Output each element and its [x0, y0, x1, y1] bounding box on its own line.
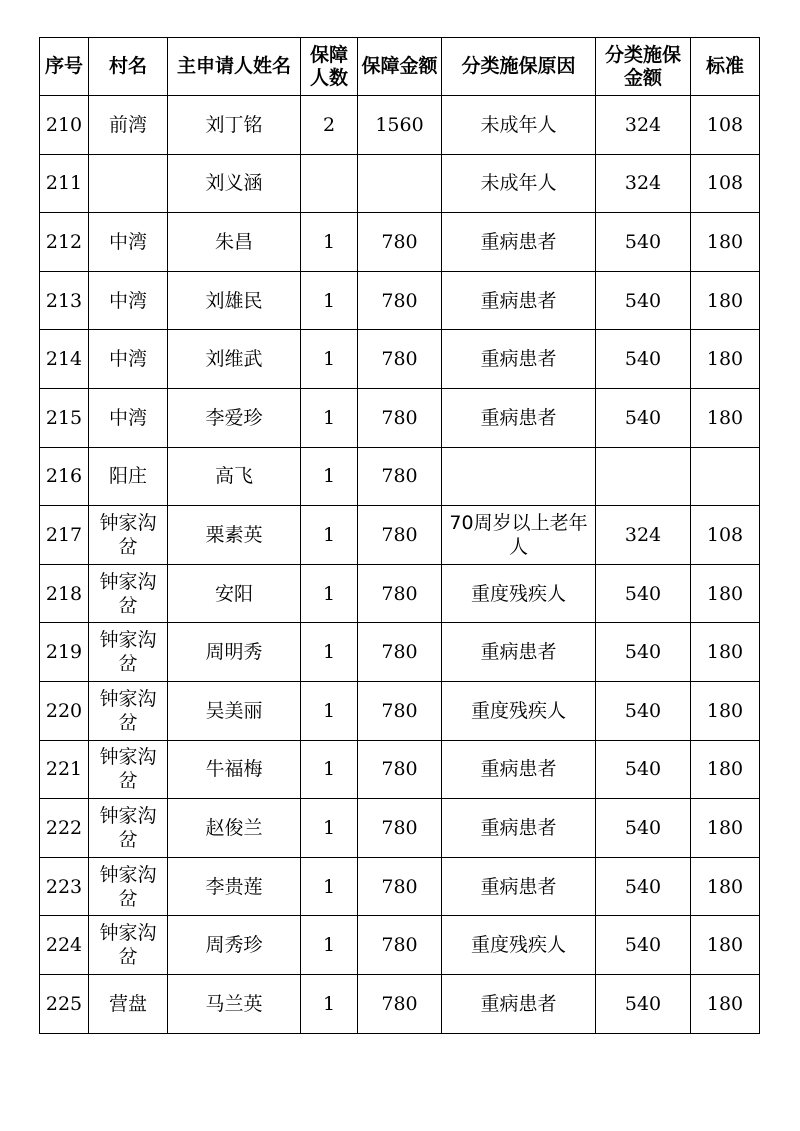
cell-amount: 780 — [358, 388, 442, 447]
cell-applicant: 赵俊兰 — [168, 799, 301, 858]
cell-amount: 780 — [358, 506, 442, 565]
table-row — [40, 564, 760, 623]
cell-village: 中湾 — [89, 388, 168, 447]
cell-category-reason: 重病患者 — [442, 974, 596, 1033]
cell-seq: 211 — [40, 154, 89, 213]
cell-amount: 780 — [358, 857, 442, 916]
header-people-count: 保障人数 — [301, 38, 358, 96]
cell-village: 钟家沟岔 — [89, 681, 168, 740]
cell-category-reason — [442, 447, 596, 506]
cell-applicant: 马兰英 — [168, 974, 301, 1033]
cell-village: 阳庄 — [89, 447, 168, 506]
cell-seq: 222 — [40, 799, 89, 858]
table-row — [40, 506, 760, 565]
cell-applicant: 高飞 — [168, 447, 301, 506]
header-standard: 标准 — [691, 38, 760, 96]
cell-applicant: 刘丁铭 — [168, 96, 301, 155]
cell-amount: 780 — [358, 974, 442, 1033]
cell-category-reason: 未成年人 — [442, 96, 596, 155]
table-row — [40, 799, 760, 858]
cell-category-reason: 重病患者 — [442, 330, 596, 389]
cell-category-reason: 重病患者 — [442, 799, 596, 858]
cell-seq: 224 — [40, 916, 89, 975]
cell-amount: 780 — [358, 799, 442, 858]
cell-village — [89, 154, 168, 213]
cell-people-count — [301, 154, 358, 213]
cell-category-amount: 540 — [596, 623, 691, 682]
cell-people-count: 1 — [301, 916, 358, 975]
cell-category-amount: 540 — [596, 271, 691, 330]
table-body — [40, 96, 760, 1034]
cell-applicant: 周秀珍 — [168, 916, 301, 975]
cell-category-reason: 重病患者 — [442, 271, 596, 330]
cell-amount: 780 — [358, 681, 442, 740]
cell-applicant: 刘义涵 — [168, 154, 301, 213]
cell-village: 营盘 — [89, 974, 168, 1033]
cell-village: 钟家沟岔 — [89, 564, 168, 623]
cell-people-count: 1 — [301, 447, 358, 506]
cell-village: 钟家沟岔 — [89, 916, 168, 975]
cell-seq: 220 — [40, 681, 89, 740]
cell-village: 钟家沟岔 — [89, 623, 168, 682]
cell-seq: 215 — [40, 388, 89, 447]
cell-village: 中湾 — [89, 330, 168, 389]
cell-applicant: 周明秀 — [168, 623, 301, 682]
cell-standard: 108 — [691, 506, 760, 565]
cell-people-count: 1 — [301, 213, 358, 272]
cell-category-reason: 70周岁以上老年人 — [442, 506, 596, 565]
cell-category-amount: 540 — [596, 564, 691, 623]
cell-seq: 219 — [40, 623, 89, 682]
cell-applicant: 刘维武 — [168, 330, 301, 389]
cell-standard: 108 — [691, 96, 760, 155]
header-seq: 序号 — [40, 38, 89, 96]
table-row — [40, 388, 760, 447]
cell-village: 钟家沟岔 — [89, 740, 168, 799]
cell-category-reason: 重病患者 — [442, 740, 596, 799]
cell-standard: 180 — [691, 623, 760, 682]
cell-amount: 780 — [358, 916, 442, 975]
cell-standard: 180 — [691, 916, 760, 975]
cell-standard: 180 — [691, 857, 760, 916]
cell-seq: 218 — [40, 564, 89, 623]
cell-amount: 780 — [358, 271, 442, 330]
cell-seq: 210 — [40, 96, 89, 155]
cell-amount: 780 — [358, 623, 442, 682]
cell-applicant: 吴美丽 — [168, 681, 301, 740]
cell-amount: 780 — [358, 213, 442, 272]
cell-category-amount: 324 — [596, 506, 691, 565]
cell-standard: 180 — [691, 271, 760, 330]
cell-applicant: 牛福梅 — [168, 740, 301, 799]
cell-amount: 780 — [358, 447, 442, 506]
cell-standard: 180 — [691, 564, 760, 623]
cell-category-amount: 324 — [596, 96, 691, 155]
cell-village: 钟家沟岔 — [89, 857, 168, 916]
cell-standard: 180 — [691, 213, 760, 272]
cell-category-amount: 540 — [596, 799, 691, 858]
table-row — [40, 974, 760, 1033]
cell-amount: 780 — [358, 740, 442, 799]
cell-category-amount: 540 — [596, 681, 691, 740]
header-applicant: 主申请人姓名 — [168, 38, 301, 96]
cell-category-reason: 未成年人 — [442, 154, 596, 213]
cell-category-amount: 540 — [596, 388, 691, 447]
cell-amount: 780 — [358, 564, 442, 623]
cell-people-count: 1 — [301, 330, 358, 389]
cell-seq: 221 — [40, 740, 89, 799]
table-row — [40, 96, 760, 155]
cell-people-count: 1 — [301, 681, 358, 740]
cell-category-reason: 重度残疾人 — [442, 916, 596, 975]
cell-applicant: 李爱珍 — [168, 388, 301, 447]
cell-people-count: 1 — [301, 564, 358, 623]
cell-category-amount: 540 — [596, 974, 691, 1033]
cell-people-count: 1 — [301, 799, 358, 858]
cell-standard — [691, 447, 760, 506]
header-village: 村名 — [89, 38, 168, 96]
cell-category-amount: 540 — [596, 330, 691, 389]
cell-amount: 780 — [358, 330, 442, 389]
cell-standard: 180 — [691, 799, 760, 858]
cell-category-amount: 540 — [596, 857, 691, 916]
cell-applicant: 朱昌 — [168, 213, 301, 272]
cell-people-count: 1 — [301, 740, 358, 799]
cell-seq: 217 — [40, 506, 89, 565]
cell-village: 钟家沟岔 — [89, 799, 168, 858]
table-row — [40, 740, 760, 799]
header-amount: 保障金额 — [358, 38, 442, 96]
header-row — [40, 38, 760, 96]
cell-category-amount: 324 — [596, 154, 691, 213]
cell-village: 中湾 — [89, 213, 168, 272]
cell-people-count: 1 — [301, 623, 358, 682]
cell-seq: 213 — [40, 271, 89, 330]
cell-category-amount: 540 — [596, 740, 691, 799]
cell-applicant: 刘雄民 — [168, 271, 301, 330]
table-row — [40, 623, 760, 682]
cell-people-count: 1 — [301, 974, 358, 1033]
cell-standard: 180 — [691, 388, 760, 447]
header-category-reason: 分类施保原因 — [442, 38, 596, 96]
cell-people-count: 1 — [301, 506, 358, 565]
header-category-amount: 分类施保金额 — [596, 38, 691, 96]
cell-seq: 223 — [40, 857, 89, 916]
cell-applicant: 安阳 — [168, 564, 301, 623]
cell-people-count: 1 — [301, 857, 358, 916]
cell-standard: 180 — [691, 740, 760, 799]
cell-standard: 108 — [691, 154, 760, 213]
cell-standard: 180 — [691, 330, 760, 389]
cell-amount: 1560 — [358, 96, 442, 155]
cell-amount — [358, 154, 442, 213]
cell-seq: 214 — [40, 330, 89, 389]
table-row — [40, 681, 760, 740]
table-row — [40, 271, 760, 330]
cell-village: 中湾 — [89, 271, 168, 330]
cell-applicant: 李贵莲 — [168, 857, 301, 916]
cell-category-reason: 重病患者 — [442, 213, 596, 272]
cell-applicant: 栗素英 — [168, 506, 301, 565]
cell-category-reason: 重度残疾人 — [442, 564, 596, 623]
cell-seq: 225 — [40, 974, 89, 1033]
cell-village: 钟家沟岔 — [89, 506, 168, 565]
cell-village: 前湾 — [89, 96, 168, 155]
table-row — [40, 213, 760, 272]
cell-standard: 180 — [691, 974, 760, 1033]
cell-category-amount — [596, 447, 691, 506]
cell-people-count: 1 — [301, 271, 358, 330]
cell-category-amount: 540 — [596, 213, 691, 272]
table-row — [40, 857, 760, 916]
cell-standard: 180 — [691, 681, 760, 740]
assistance-table — [39, 37, 760, 1034]
table-row — [40, 916, 760, 975]
table-row — [40, 330, 760, 389]
cell-category-amount: 540 — [596, 916, 691, 975]
cell-seq: 212 — [40, 213, 89, 272]
table-row — [40, 154, 760, 213]
cell-people-count: 2 — [301, 96, 358, 155]
cell-people-count: 1 — [301, 388, 358, 447]
cell-category-reason: 重病患者 — [442, 857, 596, 916]
cell-category-reason: 重度残疾人 — [442, 681, 596, 740]
cell-seq: 216 — [40, 447, 89, 506]
table-row — [40, 447, 760, 506]
cell-category-reason: 重病患者 — [442, 388, 596, 447]
cell-category-reason: 重病患者 — [442, 623, 596, 682]
